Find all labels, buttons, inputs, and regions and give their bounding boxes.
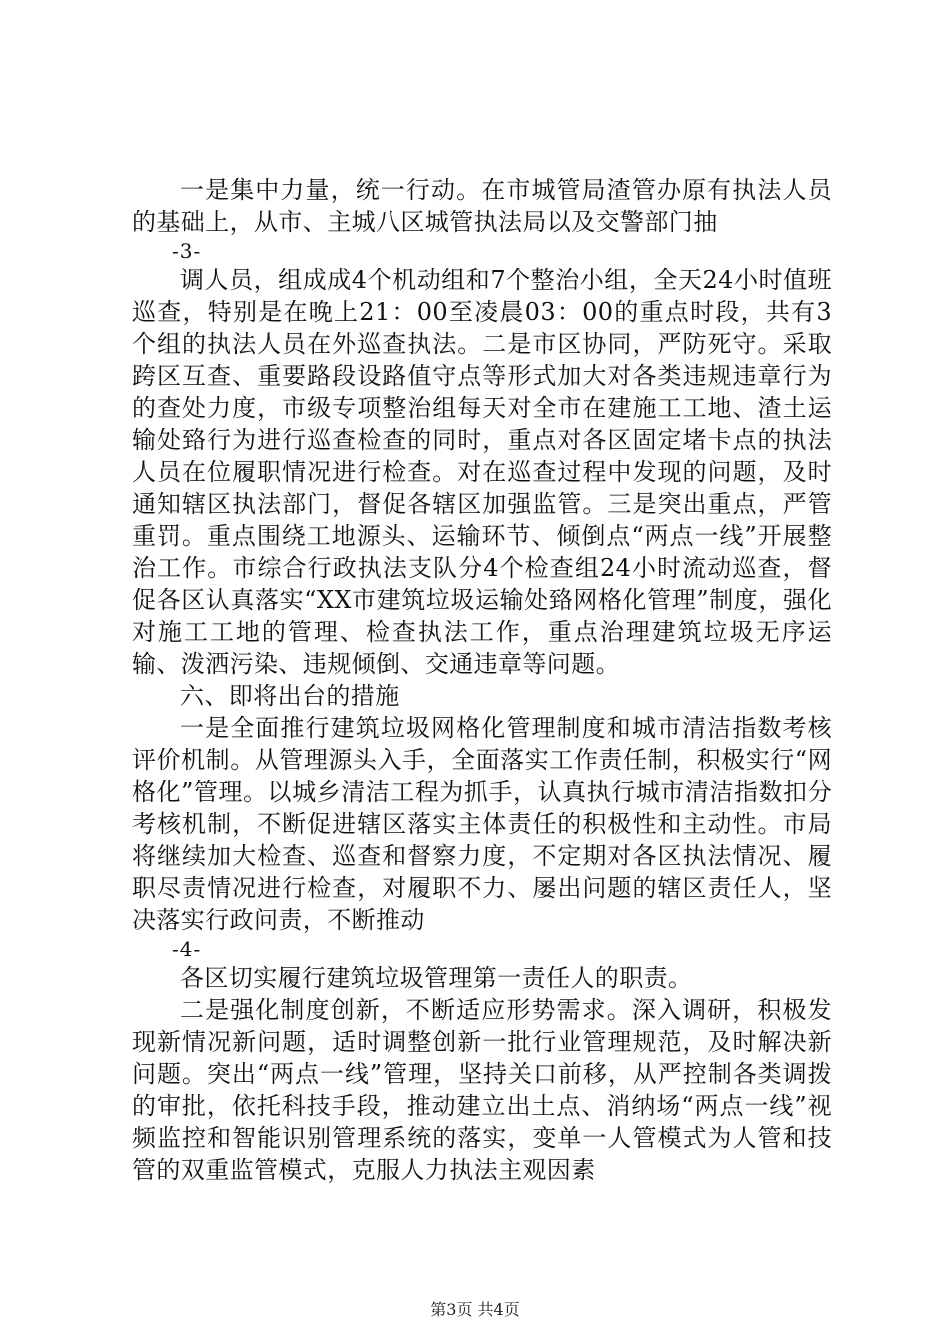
paragraph-focused-action: 一是集中力量，统一行动。在市城管局渣管办原有执法人员的基础上，从市、主城八区城管执法局以及交警部门抽	[132, 176, 832, 236]
paragraph-patrol-details: 调人员，组成成4个机动组和7个整治小组，全天24小时值班巡查，特别是在晚上21：00至凌晨03：00的重点时段，共有3个组的执法人员在外巡查执法。二是市区协同，严防死守。采取跨区互查、重要路段设路值守点等形式加大对各类违规违章行为的查处力度，市级专项整治组每天对全市在建施工工地、渣土运输处臵行为进行巡查检查的同时，重点对各区固定堵卡点的执法人员在位履职情况进行检查。对在巡查过程中发现的问题，及时通知辖区执法部门，督促各辖区加强监管。三是突出重点，严管重罚。重点围绕工地源头、运输环节、倾倒点“两点一线”开展整治工作。市综合行政执法支队分4个检查组24小时流动巡查，督促各区认真落实“XX市建筑垃圾运输处臵网格化管理”制度，强化对施工工地的管理、检查执法工作，重点治理建筑垃圾无序运输、泼洒污染、违规倾倒、交通违章等问题。	[132, 266, 832, 678]
page-marker-4: -4-	[172, 937, 202, 961]
page-marker-3: -3-	[172, 239, 202, 263]
paragraph-grid-management: 一是全面推行建筑垃圾网格化管理制度和城市清洁指数考核评价机制。从管理源头入手，全面落实工作责任制，积极实行“网格化”管理。以城乡清洁工程为抓手，认真执行城市清洁指数扣分考核机制，不断促进辖区落实主体责任的积极性和主动性。市局将继续加大检查、巡查和督察力度，不定期对各区执法情况、履职尽责情况进行检查，对履职不力、屡出问题的辖区责任人，坚决落实行政问责，不断推动	[132, 714, 832, 934]
section-heading-upcoming-measures: 六、即将出台的措施	[180, 682, 400, 710]
paragraph-district-responsibility: 各区切实履行建筑垃圾管理第一责任人的职责。	[180, 964, 693, 992]
document-body	[132, 174, 832, 1186]
page-footer: 第3页 共4页	[430, 1300, 520, 1319]
paragraph-institutional-innovation: 二是强化制度创新，不断适应形势需求。深入调研，积极发现新情况新问题，适时调整创新一批行业管理规范，及时解决新问题。突出“两点一线”管理，坚持关口前移，从严控制各类调拨的审批，依托科技手段，推动建立出土点、消纳场“两点一线”视频监控和智能识别管理系统的落实，变单一人管模式为人管和技管的双重监管模式，克服人力执法主观因素	[132, 996, 832, 1184]
